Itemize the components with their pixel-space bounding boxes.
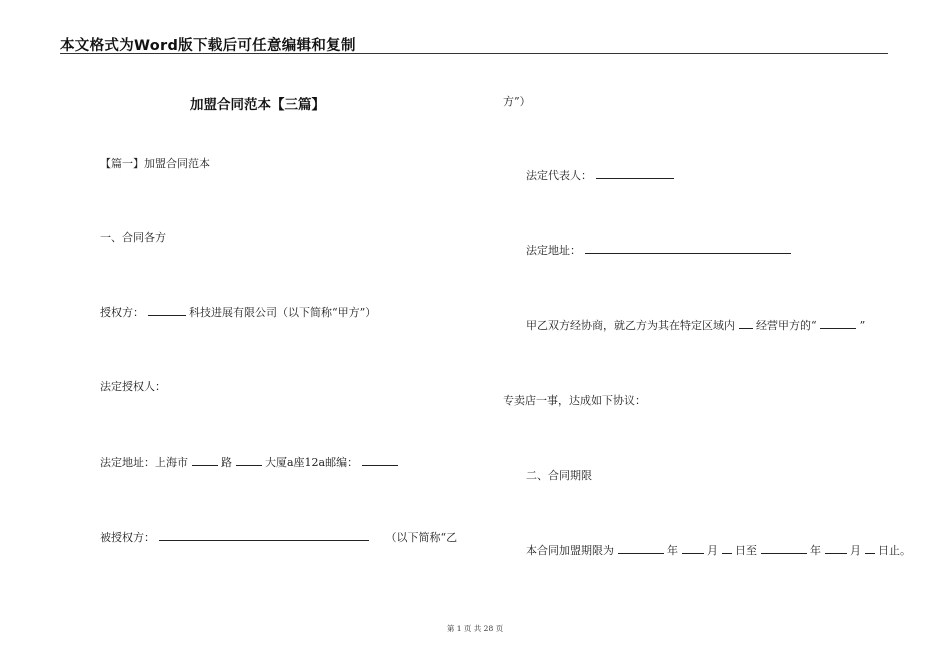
building-blank	[236, 454, 262, 466]
postcode-blank	[362, 454, 398, 466]
grantor-label: 授权方：	[100, 306, 144, 319]
address-building: 大厦a座12a邮编：	[265, 456, 359, 469]
day-to-label: 日至	[735, 544, 757, 557]
grantee-address-label: 法定地址：	[526, 244, 581, 257]
grantee-line	[100, 529, 457, 545]
start-month-blank	[682, 542, 704, 554]
section-tag: 【篇一】加盟合同范本	[100, 157, 210, 170]
document-header: 本文格式为Word版下载后可任意编辑和复制	[60, 38, 356, 54]
term-prefix: 本合同加盟期限为	[526, 544, 614, 557]
end-month-blank	[825, 542, 847, 554]
legal-rep-line	[526, 167, 674, 183]
document-title: 加盟合同范本【三篇】	[190, 97, 325, 113]
negotiation-mid: 经营甲方的“	[756, 319, 817, 332]
grantee-suffix: （以下简称“乙	[385, 531, 458, 544]
grantor-line	[100, 304, 376, 320]
grantee-blank	[159, 529, 369, 541]
grantor-suffix: 科技进展有限公司（以下简称“甲方”）	[189, 306, 377, 319]
end-day-blank	[865, 542, 875, 554]
legal-grantor-label: 法定授权人：	[100, 380, 166, 393]
brand-blank	[820, 317, 856, 329]
grantee-address-blank	[585, 242, 791, 254]
store-agreement-text: 专卖店一事，达成如下协议：	[503, 394, 646, 407]
start-year-blank	[618, 542, 664, 554]
address-road: 路	[221, 456, 232, 469]
address-label: 法定地址：上海市	[100, 456, 188, 469]
grantee-continuation: 方”）	[503, 95, 531, 108]
negotiation-prefix: 甲乙双方经协商，就乙方为其在特定区域内	[526, 319, 735, 332]
month-label-1: 月	[707, 544, 718, 557]
legal-rep-label: 法定代表人：	[526, 169, 592, 182]
legal-rep-blank	[596, 167, 674, 179]
start-day-blank	[722, 542, 732, 554]
negotiation-line	[526, 317, 865, 333]
year-label-2: 年	[810, 544, 821, 557]
month-label-2: 月	[850, 544, 861, 557]
region-blank	[739, 317, 753, 329]
day-end-label: 日止。	[878, 544, 911, 557]
road-blank	[192, 454, 218, 466]
header-divider	[60, 53, 888, 54]
grantee-label: 被授权方：	[100, 531, 155, 544]
section-heading-parties: 一、合同各方	[100, 231, 166, 244]
grantor-address-line	[100, 454, 398, 470]
end-year-blank	[761, 542, 807, 554]
negotiation-end: ”	[859, 319, 866, 332]
term-line	[526, 542, 911, 558]
grantee-address-line	[526, 242, 791, 258]
grantor-blank	[148, 304, 186, 316]
year-label-1: 年	[667, 544, 678, 557]
section-heading-term: 二、合同期限	[526, 469, 592, 482]
page-number: 第 1 页 共 28 页	[446, 624, 504, 633]
